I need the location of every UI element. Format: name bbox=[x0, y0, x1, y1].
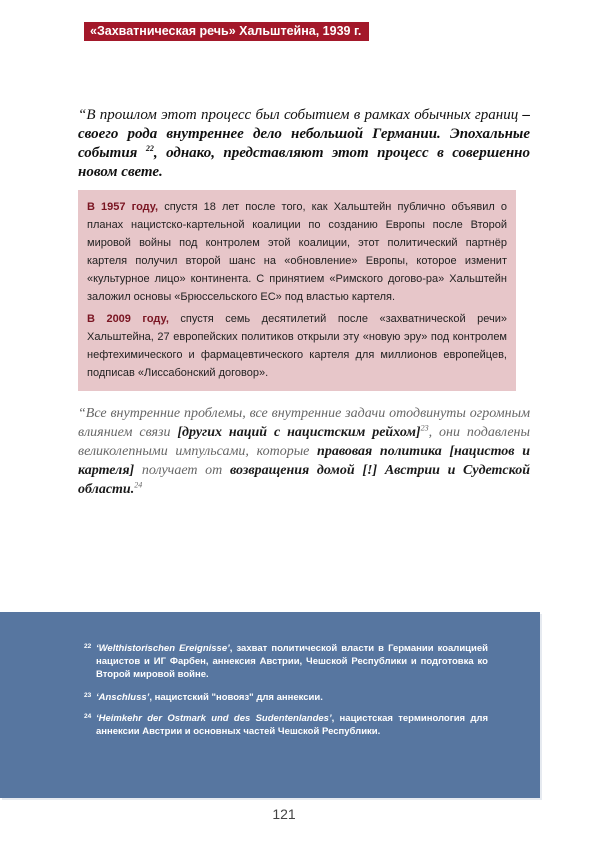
footnote-body: , нацистская терминология для аннексии Австрии и основных частей Чешской Республики. bbox=[96, 713, 488, 737]
quote-tail: , однако, представляют этот процесс в совершенно новом свете. bbox=[78, 145, 530, 180]
info-paragraph-2009 bbox=[87, 310, 507, 382]
footnote-term: ‘Anschluss’ bbox=[96, 692, 150, 703]
quote2-part2: , они подавлены великолепными импульсами, которые bbox=[78, 425, 530, 459]
quote-body: – своего рода внутреннее дело небольшой Германии. Эпохальные события bbox=[78, 107, 530, 161]
quote-halstein-continued bbox=[78, 404, 530, 499]
footnotes-panel bbox=[0, 612, 540, 798]
footnote-number: 23 bbox=[84, 692, 92, 699]
quote-lead: “В прошлом этот процесс был событием в рамках обычных границ bbox=[78, 107, 519, 123]
footnote-body: , захват политической власти в Германии коалицией нацистов и ИГ Фарбен, аннексия Австрии, Чешской Республики и подготовка ко Второй мировой войне. bbox=[96, 643, 488, 680]
section-banner: «Захватническая речь» Хальштейна, 1939 г. bbox=[84, 22, 369, 41]
footnote-term: ‘Heimkehr der Ostmark und des Sudentenlandes’ bbox=[96, 713, 332, 724]
year-2009: В 2009 году, bbox=[87, 313, 169, 325]
page-number: 121 bbox=[272, 806, 296, 822]
year-1957: В 1957 году, bbox=[87, 201, 159, 213]
quote2-emphasis-3: возвращения домой [!] Австрии и Судетской области. bbox=[78, 463, 530, 497]
footnote-ref-23[interactable]: 23 bbox=[420, 423, 429, 433]
history-info-box bbox=[78, 190, 516, 391]
footnote-text bbox=[96, 691, 488, 704]
quote2-emphasis-2: правовая политика [нацистов и картеля] bbox=[78, 444, 530, 478]
quote2-part3: получает от bbox=[134, 463, 230, 478]
footnote-22 bbox=[84, 642, 488, 681]
info-text-2009: спустя семь десятилетий после «захватнической речи» Хальштейна, 27 европейских политиков открыли эту «новую эру» под контролем нефтехимического и фармацевтического картеля для миллионов европейцев, подписав «Лиссабонский договор». bbox=[87, 313, 507, 379]
footnote-23 bbox=[84, 691, 488, 704]
footnote-24 bbox=[84, 712, 488, 738]
info-text-1957: спустя 18 лет после того, как Хальштейн публично объявил о планах нацистско-картельной коалиции по созданию Европы после Второй мировой войны под контролем этой коалиции, этот политический партнёр картеля получил второй шанс на «обновление» Европы, которое изменит «культурное лицо» континента. С принятием «Римского догово-ра» Хальштейн заложил основы «Брюссельского ЕС» под властью картеля. bbox=[87, 201, 507, 303]
quote2-emphasis-1: [других наций с нацистским рейхом] bbox=[177, 425, 421, 440]
footnote-ref-24[interactable]: 24 bbox=[134, 480, 143, 490]
footnote-ref-22[interactable]: 22 bbox=[145, 144, 154, 153]
footnote-term: ‘Welthistorischen Ereignisse’ bbox=[96, 643, 230, 654]
info-paragraph-1957 bbox=[87, 198, 507, 306]
footnote-number: 22 bbox=[84, 643, 92, 650]
footnote-number: 24 bbox=[84, 713, 92, 720]
quote2-part1: “Все внутренние проблемы, все внутренние задачи отодвинуты огромным влиянием связи bbox=[78, 406, 530, 440]
footnote-text bbox=[96, 642, 488, 681]
quote-halstein-opening bbox=[78, 106, 530, 182]
footnote-text bbox=[96, 712, 488, 738]
footnote-body: , нацистский "новояз" для аннексии. bbox=[149, 692, 323, 703]
